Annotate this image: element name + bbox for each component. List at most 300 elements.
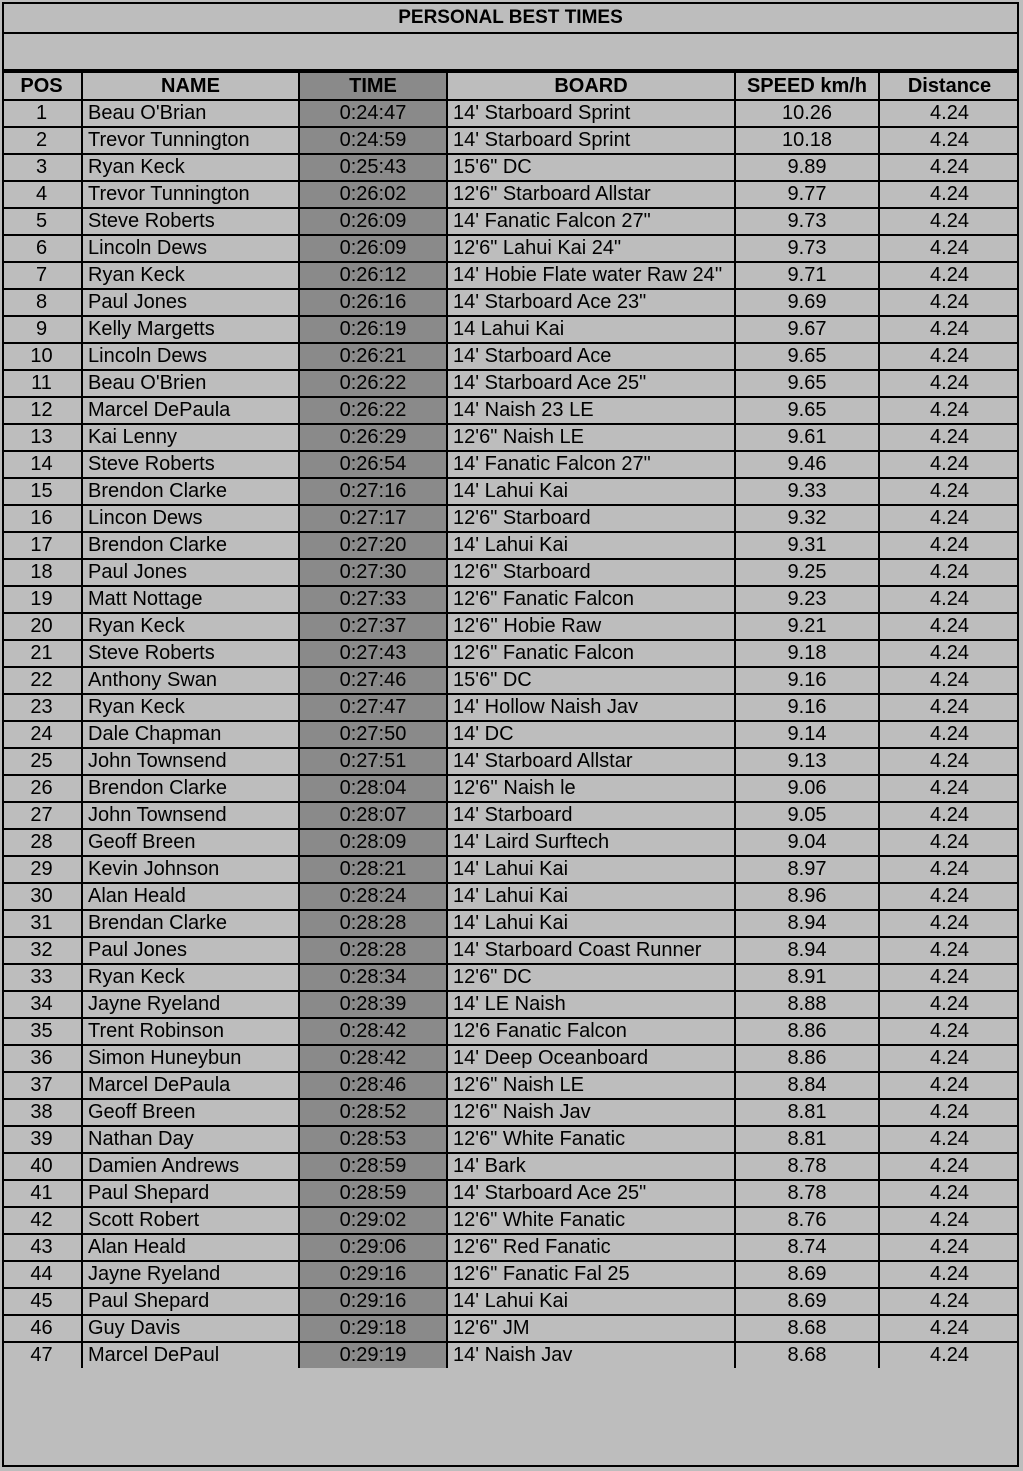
cell-pos: 10 <box>2 343 82 370</box>
cell-time: 0:26:19 <box>299 316 447 343</box>
table-row <box>2 802 1019 829</box>
cell-name: Marcel DePaula <box>82 1072 299 1099</box>
cell-time: 0:26:09 <box>299 235 447 262</box>
table-row <box>2 370 1019 397</box>
cell-name: Jayne Ryeland <box>82 1261 299 1288</box>
cell-speed: 9.71 <box>735 262 879 289</box>
cell-pos: 3 <box>2 154 82 181</box>
cell-board: 12'6" Naish LE <box>447 1072 735 1099</box>
cell-name: Paul Shepard <box>82 1180 299 1207</box>
cell-board: 14' Fanatic Falcon 27" <box>447 208 735 235</box>
cell-distance: 4.24 <box>879 667 1019 694</box>
cell-board: 14' Bark <box>447 1153 735 1180</box>
cell-speed: 9.46 <box>735 451 879 478</box>
cell-distance: 4.24 <box>879 1315 1019 1342</box>
cell-name: Geoff Breen <box>82 1099 299 1126</box>
table-row <box>2 1342 1019 1368</box>
cell-pos: 46 <box>2 1315 82 1342</box>
cell-pos: 24 <box>2 721 82 748</box>
header-pos: POS <box>2 72 82 100</box>
cell-time: 0:26:29 <box>299 424 447 451</box>
table-row <box>2 667 1019 694</box>
cell-pos: 11 <box>2 370 82 397</box>
cell-speed: 8.88 <box>735 991 879 1018</box>
cell-name: Jayne Ryeland <box>82 991 299 1018</box>
cell-speed: 9.65 <box>735 343 879 370</box>
cell-time: 0:24:59 <box>299 127 447 154</box>
table-row <box>2 1126 1019 1153</box>
cell-distance: 4.24 <box>879 1207 1019 1234</box>
cell-board: 14' Starboard Sprint <box>447 100 735 127</box>
cell-speed: 8.96 <box>735 883 879 910</box>
table-row <box>2 829 1019 856</box>
cell-time: 0:26:16 <box>299 289 447 316</box>
cell-name: Paul Jones <box>82 559 299 586</box>
table-row <box>2 748 1019 775</box>
cell-distance: 4.24 <box>879 1126 1019 1153</box>
cell-distance: 4.24 <box>879 991 1019 1018</box>
cell-distance: 4.24 <box>879 100 1019 127</box>
cell-pos: 7 <box>2 262 82 289</box>
cell-name: Dale Chapman <box>82 721 299 748</box>
cell-speed: 8.78 <box>735 1153 879 1180</box>
table-row <box>2 1045 1019 1072</box>
cell-time: 0:27:16 <box>299 478 447 505</box>
cell-time: 0:28:28 <box>299 910 447 937</box>
cell-board: 14' Starboard Coast Runner <box>447 937 735 964</box>
cell-speed: 8.81 <box>735 1126 879 1153</box>
cell-speed: 9.04 <box>735 829 879 856</box>
cell-pos: 38 <box>2 1099 82 1126</box>
cell-pos: 9 <box>2 316 82 343</box>
cell-board: 15'6" DC <box>447 667 735 694</box>
cell-pos: 45 <box>2 1288 82 1315</box>
cell-time: 0:28:07 <box>299 802 447 829</box>
cell-board: 14' Starboard Ace 25" <box>447 370 735 397</box>
cell-time: 0:27:33 <box>299 586 447 613</box>
cell-speed: 10.26 <box>735 100 879 127</box>
cell-name: Steve Roberts <box>82 640 299 667</box>
header-board: BOARD <box>447 72 735 100</box>
cell-distance: 4.24 <box>879 397 1019 424</box>
cell-board: 12'6" Red Fanatic <box>447 1234 735 1261</box>
cell-name: Alan Heald <box>82 883 299 910</box>
cell-pos: 31 <box>2 910 82 937</box>
cell-name: Ryan Keck <box>82 262 299 289</box>
cell-name: Damien Andrews <box>82 1153 299 1180</box>
table-row <box>2 640 1019 667</box>
cell-speed: 9.89 <box>735 154 879 181</box>
cell-time: 0:24:47 <box>299 100 447 127</box>
cell-board: 14' Lahui Kai <box>447 883 735 910</box>
cell-board: 12'6" Fanatic Falcon <box>447 640 735 667</box>
cell-distance: 4.24 <box>879 1099 1019 1126</box>
cell-distance: 4.24 <box>879 451 1019 478</box>
results-table <box>2 71 1019 1368</box>
cell-distance: 4.24 <box>879 343 1019 370</box>
table-row <box>2 397 1019 424</box>
cell-distance: 4.24 <box>879 748 1019 775</box>
cell-distance: 4.24 <box>879 532 1019 559</box>
results-sheet <box>2 2 1019 1467</box>
table-row <box>2 1207 1019 1234</box>
cell-speed: 9.13 <box>735 748 879 775</box>
cell-distance: 4.24 <box>879 721 1019 748</box>
cell-pos: 5 <box>2 208 82 235</box>
cell-pos: 35 <box>2 1018 82 1045</box>
cell-distance: 4.24 <box>879 505 1019 532</box>
table-row <box>2 694 1019 721</box>
cell-board: 14' Lahui Kai <box>447 1288 735 1315</box>
cell-board: 12'6" Fanatic Falcon <box>447 586 735 613</box>
cell-time: 0:28:21 <box>299 856 447 883</box>
cell-pos: 34 <box>2 991 82 1018</box>
cell-distance: 4.24 <box>879 1018 1019 1045</box>
cell-board: 12'6" JM <box>447 1315 735 1342</box>
table-row <box>2 1072 1019 1099</box>
cell-time: 0:26:22 <box>299 397 447 424</box>
cell-pos: 27 <box>2 802 82 829</box>
cell-speed: 8.81 <box>735 1099 879 1126</box>
cell-name: Geoff Breen <box>82 829 299 856</box>
cell-speed: 8.91 <box>735 964 879 991</box>
table-row <box>2 532 1019 559</box>
cell-name: Matt Nottage <box>82 586 299 613</box>
table-row <box>2 505 1019 532</box>
cell-time: 0:28:09 <box>299 829 447 856</box>
cell-board: 14' Lahui Kai <box>447 910 735 937</box>
cell-speed: 8.68 <box>735 1315 879 1342</box>
cell-speed: 8.69 <box>735 1261 879 1288</box>
cell-name: Guy Davis <box>82 1315 299 1342</box>
cell-name: Marcel DePaula <box>82 397 299 424</box>
cell-pos: 32 <box>2 937 82 964</box>
cell-pos: 25 <box>2 748 82 775</box>
cell-time: 0:26:54 <box>299 451 447 478</box>
cell-pos: 1 <box>2 100 82 127</box>
cell-board: 14' Lahui Kai <box>447 478 735 505</box>
table-row <box>2 586 1019 613</box>
header-distance: Distance <box>879 72 1019 100</box>
cell-speed: 10.18 <box>735 127 879 154</box>
cell-board: 14 Lahui Kai <box>447 316 735 343</box>
table-row <box>2 613 1019 640</box>
cell-pos: 30 <box>2 883 82 910</box>
cell-distance: 4.24 <box>879 559 1019 586</box>
cell-distance: 4.24 <box>879 316 1019 343</box>
cell-distance: 4.24 <box>879 640 1019 667</box>
cell-time: 0:27:46 <box>299 667 447 694</box>
cell-board: 14' Starboard <box>447 802 735 829</box>
cell-pos: 4 <box>2 181 82 208</box>
cell-speed: 9.73 <box>735 208 879 235</box>
table-row <box>2 1261 1019 1288</box>
cell-pos: 21 <box>2 640 82 667</box>
cell-pos: 19 <box>2 586 82 613</box>
cell-speed: 9.14 <box>735 721 879 748</box>
table-row <box>2 208 1019 235</box>
cell-speed: 9.32 <box>735 505 879 532</box>
cell-pos: 12 <box>2 397 82 424</box>
cell-name: Marcel DePaul <box>82 1342 299 1368</box>
cell-name: Paul Jones <box>82 289 299 316</box>
cell-time: 0:26:12 <box>299 262 447 289</box>
cell-board: 14' Starboard Allstar <box>447 748 735 775</box>
cell-time: 0:28:59 <box>299 1153 447 1180</box>
cell-board: 12'6" Starboard Allstar <box>447 181 735 208</box>
cell-board: 14' DC <box>447 721 735 748</box>
cell-board: 12'6" DC <box>447 964 735 991</box>
cell-speed: 9.31 <box>735 532 879 559</box>
cell-time: 0:28:46 <box>299 1072 447 1099</box>
cell-distance: 4.24 <box>879 1072 1019 1099</box>
table-row <box>2 1234 1019 1261</box>
cell-name: Beau O'Brien <box>82 370 299 397</box>
cell-speed: 9.67 <box>735 316 879 343</box>
table-row <box>2 910 1019 937</box>
cell-pos: 41 <box>2 1180 82 1207</box>
cell-time: 0:28:42 <box>299 1045 447 1072</box>
cell-time: 0:27:37 <box>299 613 447 640</box>
cell-name: Brendon Clarke <box>82 532 299 559</box>
table-row <box>2 937 1019 964</box>
cell-name: Kevin Johnson <box>82 856 299 883</box>
cell-pos: 43 <box>2 1234 82 1261</box>
cell-time: 0:27:30 <box>299 559 447 586</box>
table-row <box>2 856 1019 883</box>
cell-pos: 18 <box>2 559 82 586</box>
cell-board: 12'6" Naish LE <box>447 424 735 451</box>
cell-board: 12'6" White Fanatic <box>447 1126 735 1153</box>
cell-board: 14' Deep Oceanboard <box>447 1045 735 1072</box>
table-row <box>2 262 1019 289</box>
cell-name: Paul Shepard <box>82 1288 299 1315</box>
cell-name: Nathan Day <box>82 1126 299 1153</box>
table-row <box>2 775 1019 802</box>
cell-name: Anthony Swan <box>82 667 299 694</box>
cell-distance: 4.24 <box>879 1342 1019 1368</box>
cell-board: 12'6" Naish Jav <box>447 1099 735 1126</box>
cell-time: 0:28:42 <box>299 1018 447 1045</box>
cell-speed: 9.33 <box>735 478 879 505</box>
table-row <box>2 181 1019 208</box>
cell-speed: 9.16 <box>735 667 879 694</box>
cell-board: 12'6" White Fanatic <box>447 1207 735 1234</box>
cell-pos: 14 <box>2 451 82 478</box>
cell-board: 12'6" Lahui Kai 24" <box>447 235 735 262</box>
cell-board: 14' Lahui Kai <box>447 856 735 883</box>
cell-time: 0:29:16 <box>299 1288 447 1315</box>
table-row <box>2 235 1019 262</box>
cell-time: 0:26:21 <box>299 343 447 370</box>
cell-distance: 4.24 <box>879 910 1019 937</box>
cell-pos: 17 <box>2 532 82 559</box>
cell-name: Lincoln Dews <box>82 343 299 370</box>
cell-speed: 9.69 <box>735 289 879 316</box>
cell-pos: 2 <box>2 127 82 154</box>
cell-name: John Townsend <box>82 802 299 829</box>
cell-name: Ryan Keck <box>82 613 299 640</box>
cell-pos: 6 <box>2 235 82 262</box>
cell-pos: 13 <box>2 424 82 451</box>
cell-board: 12'6" Starboard <box>447 505 735 532</box>
cell-name: Brendan Clarke <box>82 910 299 937</box>
table-row <box>2 1099 1019 1126</box>
cell-name: Lincon Dews <box>82 505 299 532</box>
cell-distance: 4.24 <box>879 964 1019 991</box>
cell-board: 12'6 Fanatic Falcon <box>447 1018 735 1045</box>
cell-board: 14' Lahui Kai <box>447 532 735 559</box>
table-row <box>2 1315 1019 1342</box>
cell-distance: 4.24 <box>879 694 1019 721</box>
cell-distance: 4.24 <box>879 154 1019 181</box>
cell-distance: 4.24 <box>879 1153 1019 1180</box>
header-speed: SPEED km/h <box>735 72 879 100</box>
cell-name: Beau O'Brian <box>82 100 299 127</box>
cell-speed: 8.74 <box>735 1234 879 1261</box>
cell-pos: 16 <box>2 505 82 532</box>
cell-time: 0:28:52 <box>299 1099 447 1126</box>
cell-name: Kai Lenny <box>82 424 299 451</box>
cell-speed: 8.78 <box>735 1180 879 1207</box>
cell-distance: 4.24 <box>879 1288 1019 1315</box>
cell-time: 0:26:22 <box>299 370 447 397</box>
cell-speed: 8.86 <box>735 1018 879 1045</box>
cell-speed: 9.05 <box>735 802 879 829</box>
cell-distance: 4.24 <box>879 829 1019 856</box>
sheet-title: PERSONAL BEST TIMES <box>4 4 1017 34</box>
cell-pos: 15 <box>2 478 82 505</box>
cell-distance: 4.24 <box>879 478 1019 505</box>
cell-pos: 47 <box>2 1342 82 1368</box>
cell-board: 12'6'' Naish le <box>447 775 735 802</box>
table-row <box>2 451 1019 478</box>
cell-name: Brendon Clarke <box>82 478 299 505</box>
cell-time: 0:27:43 <box>299 640 447 667</box>
cell-distance: 4.24 <box>879 586 1019 613</box>
cell-time: 0:27:17 <box>299 505 447 532</box>
cell-speed: 9.77 <box>735 181 879 208</box>
cell-board: 14' Naish Jav <box>447 1342 735 1368</box>
table-row <box>2 883 1019 910</box>
cell-pos: 42 <box>2 1207 82 1234</box>
cell-pos: 37 <box>2 1072 82 1099</box>
cell-name: Lincoln Dews <box>82 235 299 262</box>
cell-distance: 4.24 <box>879 370 1019 397</box>
cell-time: 0:26:09 <box>299 208 447 235</box>
cell-pos: 33 <box>2 964 82 991</box>
table-row <box>2 478 1019 505</box>
header-time: TIME <box>299 72 447 100</box>
cell-distance: 4.24 <box>879 937 1019 964</box>
cell-speed: 9.06 <box>735 775 879 802</box>
cell-pos: 39 <box>2 1126 82 1153</box>
cell-name: Trevor Tunnington <box>82 181 299 208</box>
cell-board: 14' Naish 23 LE <box>447 397 735 424</box>
cell-name: Ryan Keck <box>82 154 299 181</box>
table-row <box>2 964 1019 991</box>
cell-speed: 9.25 <box>735 559 879 586</box>
table-row <box>2 127 1019 154</box>
cell-speed: 9.21 <box>735 613 879 640</box>
cell-name: Paul Jones <box>82 937 299 964</box>
cell-board: 12'6" Fanatic Fal 25 <box>447 1261 735 1288</box>
cell-time: 0:28:34 <box>299 964 447 991</box>
cell-time: 0:27:20 <box>299 532 447 559</box>
cell-name: Ryan Keck <box>82 694 299 721</box>
cell-speed: 8.86 <box>735 1045 879 1072</box>
cell-distance: 4.24 <box>879 775 1019 802</box>
cell-time: 0:28:04 <box>299 775 447 802</box>
cell-board: 12'6'' Hobie Raw <box>447 613 735 640</box>
cell-pos: 44 <box>2 1261 82 1288</box>
cell-name: Scott Robert <box>82 1207 299 1234</box>
table-row <box>2 1153 1019 1180</box>
cell-time: 0:25:43 <box>299 154 447 181</box>
cell-board: 14' Starboard Sprint <box>447 127 735 154</box>
cell-name: Alan Heald <box>82 1234 299 1261</box>
cell-time: 0:28:39 <box>299 991 447 1018</box>
cell-board: 14' Laird Surftech <box>447 829 735 856</box>
cell-distance: 4.24 <box>879 856 1019 883</box>
cell-speed: 9.23 <box>735 586 879 613</box>
cell-distance: 4.24 <box>879 127 1019 154</box>
cell-speed: 8.94 <box>735 937 879 964</box>
cell-time: 0:29:18 <box>299 1315 447 1342</box>
cell-name: John Townsend <box>82 748 299 775</box>
cell-distance: 4.24 <box>879 802 1019 829</box>
cell-pos: 36 <box>2 1045 82 1072</box>
cell-distance: 4.24 <box>879 289 1019 316</box>
cell-distance: 4.24 <box>879 181 1019 208</box>
cell-name: Ryan Keck <box>82 964 299 991</box>
blank-row <box>4 34 1017 71</box>
cell-distance: 4.24 <box>879 1045 1019 1072</box>
cell-speed: 9.73 <box>735 235 879 262</box>
cell-distance: 4.24 <box>879 1261 1019 1288</box>
cell-speed: 9.61 <box>735 424 879 451</box>
cell-speed: 9.65 <box>735 397 879 424</box>
cell-board: 15'6" DC <box>447 154 735 181</box>
cell-time: 0:29:06 <box>299 1234 447 1261</box>
cell-board: 14' Starboard Ace 25" <box>447 1180 735 1207</box>
table-row <box>2 991 1019 1018</box>
cell-board: 12'6" Starboard <box>447 559 735 586</box>
cell-speed: 9.65 <box>735 370 879 397</box>
cell-pos: 22 <box>2 667 82 694</box>
cell-name: Simon Huneybun <box>82 1045 299 1072</box>
table-row <box>2 1018 1019 1045</box>
cell-board: 14' Starboard Ace 23" <box>447 289 735 316</box>
cell-speed: 8.76 <box>735 1207 879 1234</box>
cell-name: Brendon Clarke <box>82 775 299 802</box>
cell-time: 0:28:53 <box>299 1126 447 1153</box>
cell-speed: 8.68 <box>735 1342 879 1368</box>
table-row <box>2 424 1019 451</box>
table-row <box>2 1180 1019 1207</box>
table-row <box>2 316 1019 343</box>
cell-time: 0:27:50 <box>299 721 447 748</box>
header-row <box>2 72 1019 100</box>
cell-pos: 23 <box>2 694 82 721</box>
cell-distance: 4.24 <box>879 208 1019 235</box>
cell-pos: 40 <box>2 1153 82 1180</box>
table-row <box>2 721 1019 748</box>
cell-time: 0:29:19 <box>299 1342 447 1368</box>
cell-time: 0:28:28 <box>299 937 447 964</box>
cell-time: 0:28:59 <box>299 1180 447 1207</box>
cell-board: 14' Fanatic Falcon 27" <box>447 451 735 478</box>
